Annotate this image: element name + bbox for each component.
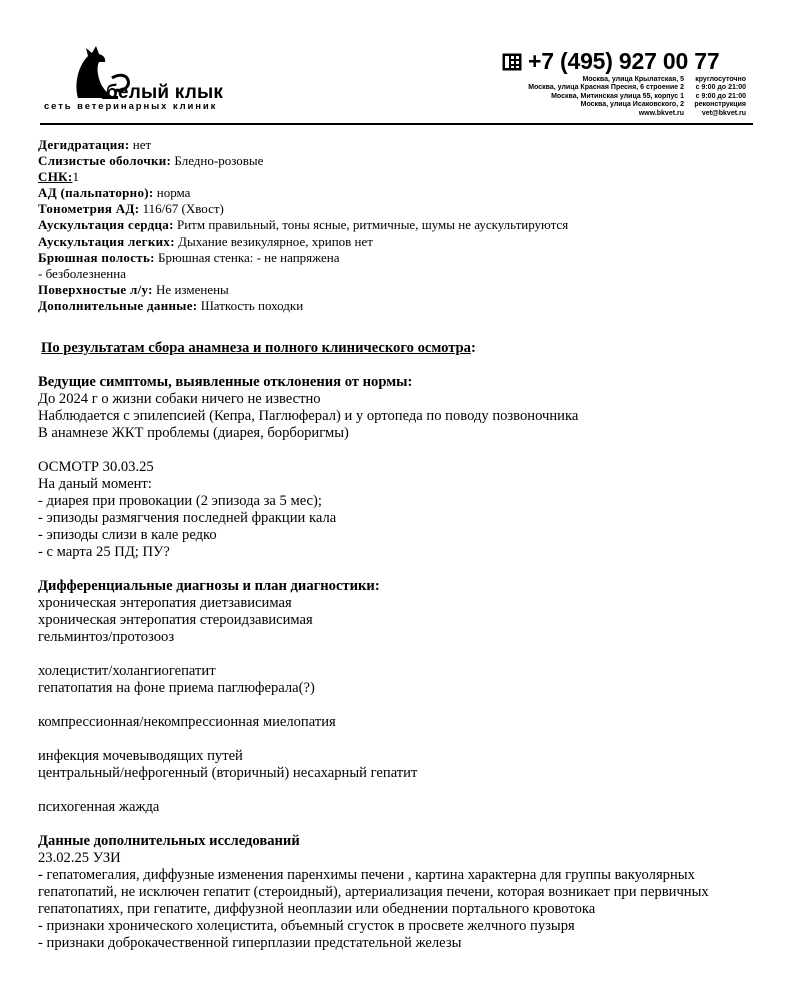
exam-value: норма [156,185,191,201]
address-text: Москва, улица Исаковского, 2 [580,101,684,109]
exam-label: Дегидратация: [38,137,130,152]
hours-text: круглосуточно [695,76,746,83]
clinic-logo [44,44,224,114]
exam-note: - с марта 25 ПД; ПУ? [38,543,170,560]
diagnosis-item: психогенная жажда [38,798,160,815]
exam-note: На даный момент: [38,475,152,492]
diagnosis-item: хроническая энтеропатия диетзависимая [38,594,292,611]
exam-date-title: ОСМОТР 30.03.25 [38,458,154,475]
phone-icon [502,53,522,71]
exam-value: Шаткость походки [200,297,304,313]
exam-label: Брюшная полость: [38,249,155,265]
diagnosis-item: центральный/нефрогенный (вторичный) несахарный гепатит [38,764,418,781]
exam-line [38,169,778,185]
exam-line [38,153,778,169]
exam-line [38,201,778,217]
exam-value: Бледно-розовые [174,153,264,169]
symptom-line: В анамнезе ЖКТ проблемы (диарея, борборигмы) [38,424,349,441]
exam-line [38,217,778,233]
symptom-line: Наблюдается с эпилепсией (Кепра, Паглюферал) и у ортопеда по поводу позвоночника [38,407,579,424]
exam-note: - диарея при провокации (2 эпизода за 5 мес); [38,492,322,509]
exam-line [38,298,778,314]
exam-value: нет [132,137,152,152]
exam-note: - эпизоды размягчения последней фракции кала [38,509,337,526]
exam-line [38,266,778,282]
exam-label: Поверхностые л/у: [38,281,153,297]
header-divider [40,123,753,125]
medical-record [38,137,778,952]
exam-label: Аускультация сердца: [38,217,174,233]
exam-label: СНК: [38,169,73,185]
hours-text: реконструкция [694,101,746,109]
brand-tagline: сеть ветеринарных клиник [44,101,218,112]
diagnosis-item: компрессионная/некомпрессионная миелопатия [38,713,336,730]
exam-line [38,250,778,266]
address-text: Москва, улица Крылатская, 5 [582,76,684,83]
address-text: Москва, Митинская улица 55, корпус 1 [551,92,684,100]
additional-heading: Данные дополнительных исследований [38,832,300,849]
exam-label: Дополнительные данные: [38,297,198,313]
summary-heading [41,340,778,357]
exam-label: Слизистые оболочки: [38,153,172,169]
symptom-line: До 2024 г о жизни собаки ничего не известно [38,390,321,407]
address-row [470,93,746,101]
exam-line [38,185,778,201]
address-row [470,76,746,84]
diagnosis-item: холецистит/холангиогепатит [38,662,216,679]
exam-value: Не изменены [156,281,229,297]
clinic-addresses [470,76,746,118]
diagnosis-item: хроническая энтеропатия стероидзависимая [38,611,313,628]
exam-value: - безболезненна [38,265,126,281]
study-finding: - признаки доброкачественной гиперплазии предстательной железы [38,934,462,951]
summary-title: По результатам сбора анамнеза и полного клинического осмотра [41,339,471,356]
email-link[interactable]: vet@bkvet.ru [701,109,746,117]
address-row [470,110,746,118]
study-finding: - признаки хронического холецистита, объемный сгусток в просвете желчного пузыря [38,917,575,934]
phone-block [502,48,745,76]
exam-line [38,282,778,298]
phone-number: +7 (495) 927 00 77 [528,48,720,74]
study-finding: - гепатомегалия, диффузные изменения паренхимы печени , картина характерна для группы вакуолярных гепатопатий, не исключен гепатит (стероидный), артериализация печени, которая возникает при первичных гепатопатиях, при гепатите, диффузной неоплазии или обеднении портального кровотока [38,866,709,917]
diagnosis-item: инфекция мочевыводящих путей [38,747,243,764]
exam-label: Аускультация легких: [38,233,175,249]
exam-label: Тонометрия АД: [38,201,140,217]
brand-name: белый клык [106,82,224,103]
website-link[interactable]: www.bkvet.ru [638,109,684,117]
exam-value: Дыхание везикулярное, хрипов нет [178,233,373,249]
address-row [470,84,746,92]
exam-value: Брюшная стенка: - не напряжена [158,249,340,265]
exam-line [38,137,778,153]
exam-note: - эпизоды слизи в кале редко [38,526,217,543]
address-text: Москва, улица Красная Пресня, 6 строение 2 [528,84,684,92]
diagnosis-item: гепатопатия на фоне приема паглюферала(?) [38,679,315,696]
address-row [470,101,746,109]
diagnosis-item: гельминтоз/протозооз [38,628,175,645]
hours-text: с 9:00 до 21:00 [695,92,746,100]
summary-colon: : [470,339,476,356]
differentials-heading: Дифференциальные диагнозы и план диагностики: [38,577,380,594]
exam-line [38,234,778,250]
exam-value: Ритм правильный, тоны ясные, ритмичные, шумы не аускультируются [176,217,569,233]
symptoms-heading: Ведущие симптомы, выявленные отклонения от нормы: [38,373,413,390]
exam-label: АД (пальпаторно): [38,185,154,201]
exam-value: 116/67 (Хвост) [142,201,224,217]
exam-value: 1 [72,169,79,185]
hours-text: с 9:00 до 21:00 [695,84,746,92]
study-date: 23.02.25 УЗИ [38,849,121,866]
